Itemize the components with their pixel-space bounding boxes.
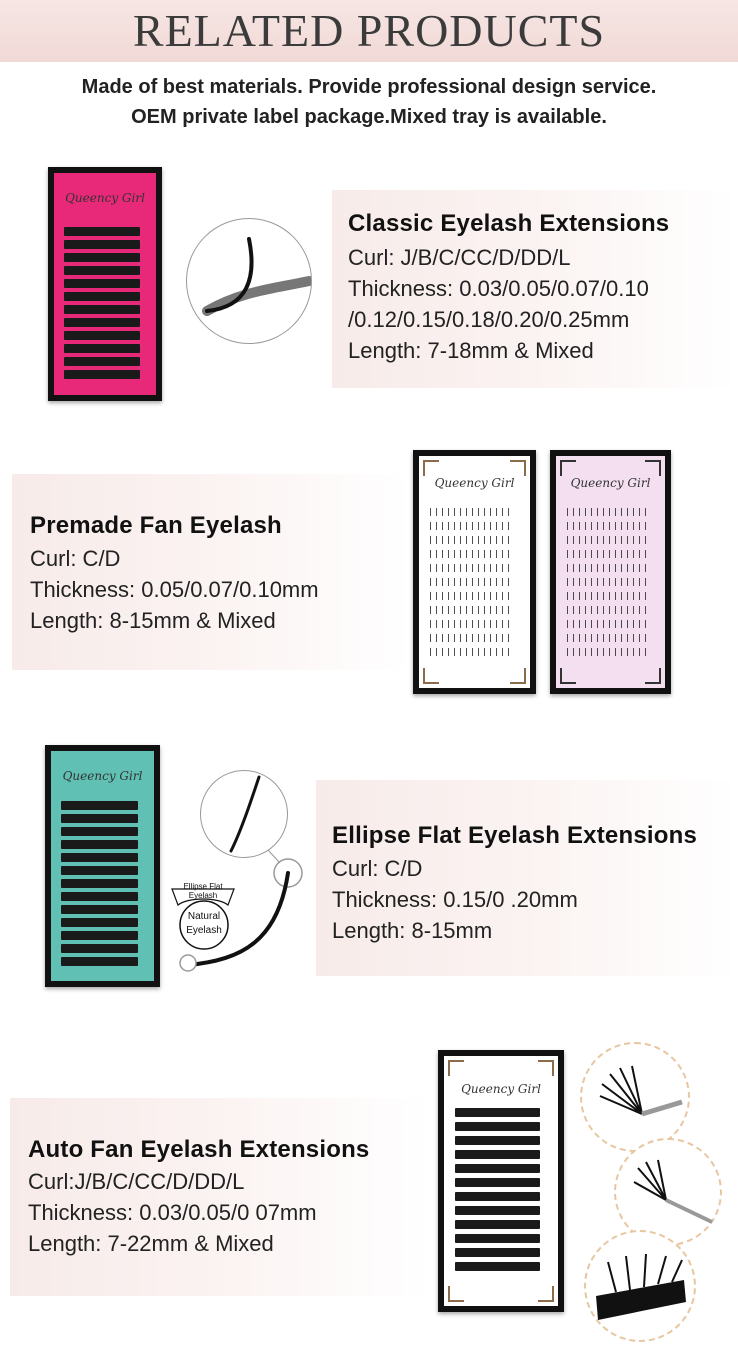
diagram-label-ellipse: Ellipse Flat Eyelash [183, 882, 223, 900]
product-curl: Curl: C/D [332, 856, 423, 881]
fan-detail-circle-3 [584, 1230, 696, 1342]
page-title: RELATED PRODUCTS [132, 5, 606, 56]
lash-strip [61, 918, 137, 927]
fan-lash-icon [616, 1140, 720, 1244]
lash-strip [455, 1178, 539, 1187]
fan-lash-icon [582, 1044, 688, 1150]
lash-strip [455, 1192, 539, 1201]
brand-logo: Queency Girl [461, 1082, 541, 1096]
product-title: Ellipse Flat Eyelash Extensions [332, 822, 698, 849]
lash-strip [61, 944, 137, 953]
product-length: Length: 7-22mm & Mixed [28, 1231, 274, 1256]
lash-strip [61, 931, 137, 940]
lash-strip [455, 1220, 539, 1229]
fan-row [567, 550, 648, 558]
product-length: Length: 8-15mm & Mixed [30, 608, 276, 633]
corner-ornament [448, 1286, 464, 1302]
lash-curl-circle [186, 218, 312, 344]
fan-row [567, 634, 648, 642]
lash-strip [455, 1164, 539, 1173]
lash-strip [64, 357, 139, 366]
lash-curl-icon [187, 219, 311, 343]
lash-strip [61, 957, 137, 966]
fan-row [430, 522, 512, 530]
lash-strip [61, 905, 137, 914]
fan-detail-circle-1 [580, 1042, 690, 1152]
brand-logo: Queency Girl [62, 769, 143, 783]
corner-ornament [560, 668, 576, 684]
fan-row [567, 648, 648, 656]
product-title: Auto Fan Eyelash Extensions [28, 1136, 370, 1163]
corner-ornament [560, 460, 576, 476]
diagram-label-eyelash: Eyelash [186, 925, 222, 936]
fan-row [430, 634, 512, 642]
classic-lash-tray [48, 167, 162, 401]
fan-row [567, 536, 648, 544]
lash-strip [61, 879, 137, 888]
product-thickness: Thickness: 0.03/0.05/0 07mm [28, 1200, 317, 1225]
product-title: Premade Fan Eyelash [30, 512, 282, 539]
fan-row [430, 592, 512, 600]
lash-strip [61, 814, 137, 823]
product-thickness: Thickness: 0.03/0.05/0.07/0.10 [348, 276, 649, 301]
product-length: Length: 8-15mm [332, 918, 493, 943]
product-thickness: Thickness: 0.15/0 .20mm [332, 887, 578, 912]
fan-row [430, 606, 512, 614]
fan-row [430, 536, 512, 544]
ellipse-flat-tray [45, 745, 160, 987]
premade-fan-tray-pink [550, 450, 671, 694]
lash-strip [61, 853, 137, 862]
corner-ornament [645, 668, 661, 684]
fan-row [567, 606, 648, 614]
fan-row [430, 550, 512, 558]
lash-strip [455, 1122, 539, 1131]
product-thickness-cont: /0.12/0.15/0.18/0.20/0.25mm [348, 307, 630, 332]
product-length: Length: 7-18mm & Mixed [348, 338, 594, 363]
tray-panel [556, 456, 665, 688]
corner-ornament [448, 1060, 464, 1076]
corner-ornament [423, 668, 439, 684]
premade-fan-tray-white [413, 450, 536, 694]
lash-strip [64, 227, 139, 236]
tray-panel [444, 1056, 558, 1306]
fan-row [567, 522, 648, 530]
product-curl: Curl: J/B/C/CC/D/DD/L [348, 245, 571, 270]
lash-strip [64, 253, 139, 262]
lash-strip [455, 1262, 539, 1271]
fan-row [430, 508, 512, 516]
lash-strip [64, 279, 139, 288]
lash-strip [64, 370, 139, 379]
fan-row [430, 620, 512, 628]
product-curl: Curl: C/D [30, 546, 121, 571]
lash-strip [64, 240, 139, 249]
lash-strip [455, 1136, 539, 1145]
brand-logo: Queency Girl [570, 476, 651, 490]
corner-ornament [423, 460, 439, 476]
corner-ornament [510, 668, 526, 684]
tray-panel [51, 751, 154, 981]
lash-strip [64, 266, 139, 275]
fan-row [430, 564, 512, 572]
diagram-label-natural: Natural [187, 911, 221, 922]
tray-panel [54, 173, 156, 395]
intro-line-1: Made of best materials. Provide professional design service. [81, 76, 657, 98]
lash-strip [455, 1150, 539, 1159]
lash-strip [64, 344, 139, 353]
fan-row [430, 578, 512, 586]
fan-row [567, 592, 648, 600]
lash-strip [64, 331, 139, 340]
fan-row [567, 508, 648, 516]
brand-logo: Queency Girl [65, 191, 145, 205]
corner-ornament [538, 1286, 554, 1302]
fan-row [567, 620, 648, 628]
lash-strip [64, 305, 139, 314]
lash-strip-closeup-icon [586, 1232, 694, 1340]
auto-fan-tray [438, 1050, 564, 1312]
product-curl: Curl:J/B/C/CC/D/DD/L [28, 1169, 245, 1194]
lash-strip [61, 827, 137, 836]
lash-strip [61, 801, 137, 810]
intro-line-2: OEM private label package.Mixed tray is available. [131, 106, 607, 128]
fan-row [430, 648, 512, 656]
brand-logo: Queency Girl [434, 476, 515, 490]
corner-ornament [538, 1060, 554, 1076]
lash-strip [64, 318, 139, 327]
product-title: Classic Eyelash Extensions [348, 210, 670, 237]
lash-strip [61, 840, 137, 849]
lash-strip [61, 866, 137, 875]
lash-strip [455, 1248, 539, 1257]
product-thickness: Thickness: 0.05/0.07/0.10mm [30, 577, 319, 602]
lash-strip [61, 892, 137, 901]
corner-ornament [510, 460, 526, 476]
lash-strip [64, 292, 139, 301]
fan-row [567, 564, 648, 572]
fan-row [567, 578, 648, 586]
tray-panel [419, 456, 530, 688]
lash-strip [455, 1234, 539, 1243]
corner-ornament [645, 460, 661, 476]
lash-strip [455, 1108, 539, 1117]
lash-strip [455, 1206, 539, 1215]
